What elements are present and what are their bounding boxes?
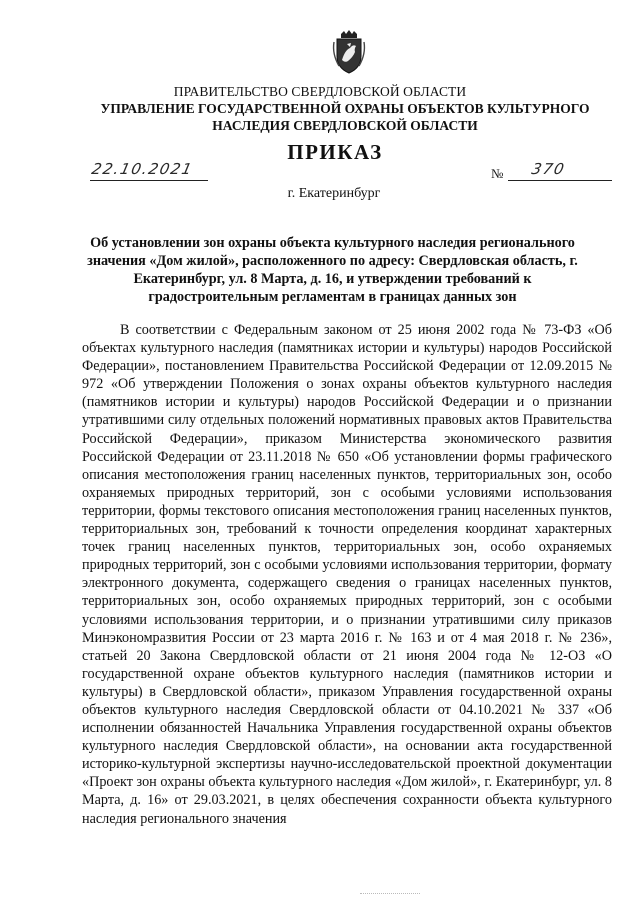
government-name: ПРАВИТЕЛЬСТВО СВЕРДЛОВСКОЙ ОБЛАСТИ xyxy=(173,84,467,99)
city-name: г. Екатеринбург xyxy=(287,186,381,201)
body-paragraph: В соответствии с Федеральным законом от 25 июня 2002 года № 73-ФЗ «Об объектах культурного наследия (памятниках истории и культуры) народов Российской Федерации», постановлением Правительства Российской Федерации от 12.09.2015 № 972 «Об утверждении Положения о зонах охраны объектов культурного наследия (памятников истории и культуры) народов Российской Федерации и о признании утратившими силу отдельных положений нормативных правовых актов Правительства Российской Федерации», приказом Министерства экономического развития Российской Федерации от 23.11.2018 № 650 «Об установлении формы графического описания местоположения границ населенных пунктов, территориальных зон, особо охраняемых природных территорий, зон с особыми условиями использования территории, формы текстового описания местоположения границ населенных пунктов, территориальных зон, требований к точности определения координат характерных точек границ населенных пунктов, территориальных зон, особо охраняемых природных территорий, зон с особыми условиями использования территории, формату электронного документа, содержащего сведения о границах населенных пунктов, территориальных зон, особо охраняемых природных территорий, зон с особыми условиями использования территории, и о признании утратившими силу приказов Минэкономразвития России от 23 марта 2016 г. № 163 и от 4 мая 2018 г. № 236», статьей 20 Закона Свердловской области от 21 июня 2004 года № 12-ОЗ «О государственной охране объектов культурного наследия (памятников истории и культуры) в Свердловской области», приказом Управления государственной охраны объектов культурного наследия Свердловской области от 04.10.2021 № 337 «Об исполнении обязанностей Начальника Управления государственной охраны объектов культурного наследия Свердловской области», на основании акта государственной историко-культурной экспертизы научно-исследовательской проектной документации «Проект зон охраны объекта культурного наследия «Дом жилой», г. Екатеринбург, ул. 8 Марта, д. 16» от 29.03.2021, в целях обеспечения сохранности объекта культурного наследия регионального значения xyxy=(82,322,612,827)
number-label: № xyxy=(491,166,504,181)
department-name: УПРАВЛЕНИЕ ГОСУДАРСТВЕННОЙ ОХРАНЫ ОБЪЕКТОВ КУЛЬТУРНОГО НАСЛЕДИЯ СВЕРДЛОВСКОЙ ОБЛАСТИ xyxy=(100,101,590,133)
page-divider xyxy=(360,893,420,895)
document-number: 370 xyxy=(530,160,568,178)
document-title: Об установлении зон охраны объекта культурного наследия регионального значения «Дом жилой», расположенного по адресу: Свердловская область, г. Екатеринбург, ул. 8 Марта, д. 16, и утверждении требований к градостроительным регламентам в границах данных зон xyxy=(87,235,578,305)
document-date: 22.10.2021 xyxy=(90,160,195,178)
coat-of-arms-icon xyxy=(331,30,367,74)
document-date-field xyxy=(90,160,208,181)
document-type: ПРИКАЗ xyxy=(287,140,383,164)
document-number-field xyxy=(508,160,612,181)
